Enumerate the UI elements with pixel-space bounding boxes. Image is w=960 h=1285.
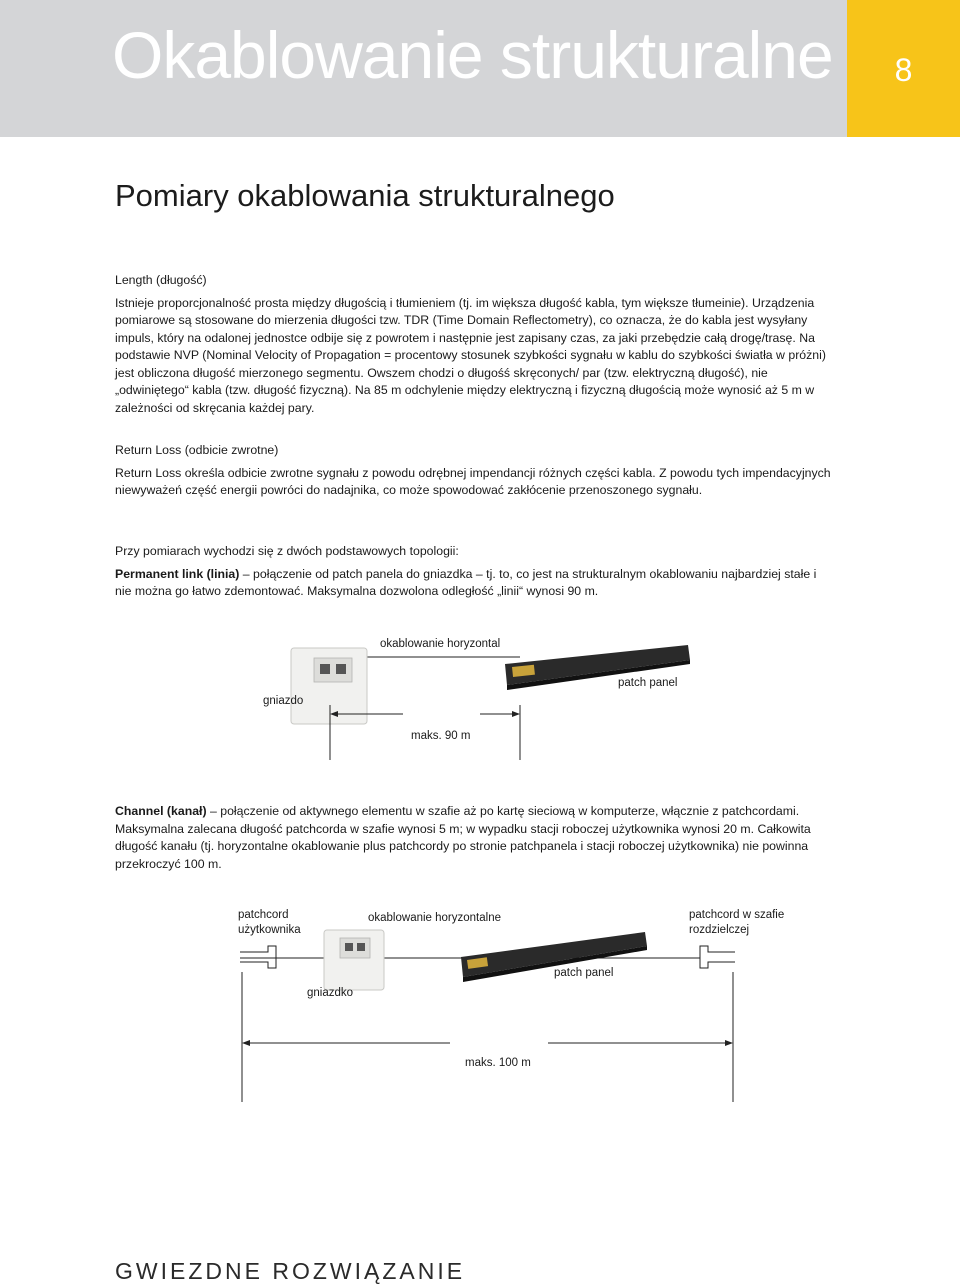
channel-term: Channel (kanał) [115, 804, 207, 818]
user-patchcord-connector [240, 946, 276, 968]
length-title: Length (długość) [115, 273, 207, 287]
diagram1-cabling-label: okablowanie horyzontal [380, 638, 501, 650]
diagram2-cabling-label: okablowanie horyzontalne [368, 912, 501, 924]
rack-patchcord-connector [700, 946, 735, 968]
measure-arrow-right [725, 1040, 733, 1046]
return-loss-title: Return Loss (odbicie zwrotne) [115, 443, 279, 457]
footer-brand: GWIEZDNE ROZWIĄZANIE [115, 1258, 466, 1284]
diagram1-max-label: maks. 90 m [411, 730, 471, 742]
section-heading: Pomiary okablowania strukturalnego [115, 178, 615, 213]
permanent-link-body: – połączenie od patch panela do gniazdka – tj. to, co jest na strukturalnym okablowaniu najbardziej stałe i nie można go łatwo zdemontować. Maksymalna dozwolona odległość „linii“ wynosi 90 m. [115, 566, 817, 598]
diagram2-max-label: maks. 100 m [465, 1057, 531, 1069]
permanent-link-diagram [291, 645, 690, 760]
diagram2-panel-label: patch panel [554, 967, 614, 979]
wall-socket-image [324, 930, 384, 990]
topologies-title: Przy pomiarach wychodzi się z dwóch podstawowych topologii: [115, 544, 459, 558]
chapter-title: Okablowanie strukturalne [112, 18, 833, 92]
diagram1-panel-label: patch panel [618, 677, 678, 689]
measure-arrow-right [512, 711, 520, 717]
diagram2-user-patchcord-label: patchcord użytkownika [238, 909, 301, 936]
return-loss-body: Return Loss określa odbicie zwrotne sygnału z powodu odrębnej impendancji różnych części kabla. Z powodu tych impendacyjnych niewyważeń część energii powróci do nadajnika, co może spowodować zakłócenie przenoszonego sygnału. [115, 465, 831, 497]
page-number: 8 [894, 52, 913, 88]
wall-socket-image [291, 648, 367, 724]
measure-arrow-left [242, 1040, 250, 1046]
permanent-link-term: Permanent link (linia) [115, 566, 240, 581]
channel-diagram [240, 930, 735, 1102]
diagram2-socket-label: gniazdko [307, 987, 354, 999]
channel-body: – połączenie od aktywnego elementu w szafie aż po kartę sieciową w komputerze, włącznie z patchcordami. Maksymalna zalecana długość patchcorda w szafie wynosi 5 m; w wypadku stacji roboczej użytkownika wynosi 20 m. Całkowita długość kanału (tj. horyzontalne okablowanie plus patchcordy po stronie patchpanela i stacji roboczej użytkownika) nie powinna przekroczyć 100 m. [115, 804, 811, 871]
diagram1-socket-label: gniazdo [263, 695, 304, 707]
diagram2-rack-patchcord-label: patchcord w szafie rozdzielczej [689, 909, 785, 936]
length-body: Istnieje proporcjonalność prosta między długością i tłumieniem (tj. im większa długość kabla, tym większe tłumeinie). Urządzenia pomiarowe są stosowane do mierzenia długości tzw. TDR (Time Domain Reflectometry), co oznacza, że do kabla jest wysyłany impuls, który na odalonej jednostce odbije się z powrotem i następnie jest zapisany czas, za jaki przebędzie całą drogę/trasę. Na podstawie NVP (Nominal Velocity of Propagation = procentowy stosunek szybkości sygnału w kablu do szybkości światła w próżni) jest obliczona długość mierzonego segmentu. Owszem chodzi o długośś skręconych/ par (tzw. elektryczną długość), nie „odwiniętego“ kabla (tzw. długość fizyczną). Na 85 m odchylenie między elektryczną i fizyczną długością może wynosić aż 5 m w zależności od skręcania każdej pary. [115, 295, 826, 415]
